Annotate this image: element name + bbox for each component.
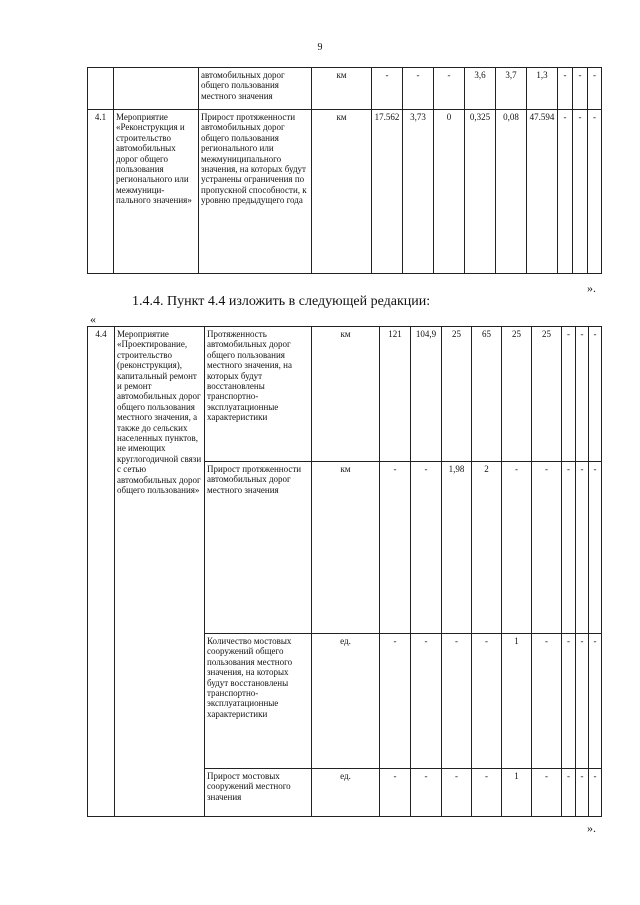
value-cell: - — [589, 327, 602, 462]
value-cell: - — [562, 462, 576, 634]
opening-quote: « — [90, 312, 96, 326]
section-heading: 1.4.4. Пункт 4.4 изложить в следующей редакции: — [132, 294, 431, 309]
value-cell: - — [403, 68, 434, 110]
row-number: 4.1 — [88, 110, 114, 274]
value-cell: - — [562, 634, 576, 769]
value-cell: 1 — [502, 769, 532, 817]
value-cell: - — [502, 462, 532, 634]
value-cell: - — [532, 462, 562, 634]
value-cell: - — [472, 634, 502, 769]
value-cell: - — [576, 769, 589, 817]
value-cell: - — [576, 462, 589, 634]
value-cell: - — [372, 68, 403, 110]
value-cell: - — [411, 462, 442, 634]
unit-cell: км — [312, 462, 380, 634]
value-cell: 47.594 — [527, 110, 558, 274]
indicator-cell: Прирост протяженности автомобильных дорог местного значения — [205, 462, 312, 634]
value-cell: - — [380, 462, 411, 634]
value-cell: 1,98 — [442, 462, 472, 634]
table-row — [88, 110, 602, 274]
indicator-cell: Прирост мостовых сооружений местного значения — [205, 769, 312, 817]
value-cell: - — [589, 769, 602, 817]
value-cell: - — [532, 634, 562, 769]
unit-cell: ед. — [312, 634, 380, 769]
value-cell: - — [558, 110, 573, 274]
value-cell: - — [380, 769, 411, 817]
value-cell: 1 — [502, 634, 532, 769]
value-cell: 25 — [502, 327, 532, 462]
value-cell: 0,08 — [496, 110, 527, 274]
activity-cell — [114, 68, 199, 110]
table-row — [88, 327, 602, 462]
value-cell: - — [532, 769, 562, 817]
value-cell: - — [472, 769, 502, 817]
value-cell: - — [411, 634, 442, 769]
value-cell: 25 — [442, 327, 472, 462]
value-cell: - — [573, 68, 588, 110]
value-cell: - — [558, 68, 573, 110]
unit-cell: км — [312, 110, 372, 274]
indicator-cell: Прирост протяженности автомобильных дорог общего пользования регионального или межмуниципального значения, на которых будут устранены ограничения по пропускной способности, к уровню предыдущего года — [199, 110, 312, 274]
value-cell: 0 — [434, 110, 465, 274]
value-cell: - — [576, 327, 589, 462]
indicator-cell: Количество мостовых сооружений общего пользования местного значения, на которых будут восстановлены транспортно-эксплуатационные характеристики — [205, 634, 312, 769]
value-cell: 65 — [472, 327, 502, 462]
value-cell: 25 — [532, 327, 562, 462]
indicator-cell: Протяженность автомобильных дорог общего пользования местного значения, на которых будут восстановлены транспортно-эксплуатационные характеристики — [205, 327, 312, 462]
unit-cell: км — [312, 327, 380, 462]
value-cell: - — [588, 110, 602, 274]
activity-cell: Мероприятие «Проектирование, строительство (реконструкция), капитальный ремонт и ремонт автомобильных дорог общего пользования местного значения, а также до сельских населенных пунктов, не имеющих круглогодичной связи с сетью автомобильных дорог общего пользования» — [115, 327, 205, 817]
value-cell: 1,3 — [527, 68, 558, 110]
value-cell: - — [562, 769, 576, 817]
value-cell: 2 — [472, 462, 502, 634]
value-cell: 3,73 — [403, 110, 434, 274]
value-cell: 121 — [380, 327, 411, 462]
value-cell: 104,9 — [411, 327, 442, 462]
value-cell: - — [589, 634, 602, 769]
closing-quote: ». — [587, 281, 596, 295]
page-number: 9 — [317, 42, 323, 53]
value-cell: - — [576, 634, 589, 769]
value-cell: 3,7 — [496, 68, 527, 110]
value-cell: - — [562, 327, 576, 462]
value-cell: 3,6 — [465, 68, 496, 110]
row-number — [88, 68, 114, 110]
value-cell: 0,325 — [465, 110, 496, 274]
row-number: 4.4 — [88, 327, 115, 817]
value-cell: - — [380, 634, 411, 769]
table-row — [88, 68, 602, 110]
value-cell: 17.562 — [372, 110, 403, 274]
table-top — [87, 67, 602, 274]
value-cell: - — [411, 769, 442, 817]
activity-cell: Мероприятие «Реконструкция и строительство автомобильных дорог общего пользования регионального или межмуници-пального значения» — [114, 110, 199, 274]
indicator-cell: автомобильных дорог общего пользования местного значения — [199, 68, 312, 110]
value-cell: - — [589, 462, 602, 634]
value-cell: - — [573, 110, 588, 274]
table-bottom — [87, 326, 602, 817]
value-cell: - — [588, 68, 602, 110]
value-cell: - — [434, 68, 465, 110]
unit-cell: ед. — [312, 769, 380, 817]
closing-quote: ». — [587, 821, 596, 835]
unit-cell: км — [312, 68, 372, 110]
value-cell: - — [442, 769, 472, 817]
value-cell: - — [442, 634, 472, 769]
